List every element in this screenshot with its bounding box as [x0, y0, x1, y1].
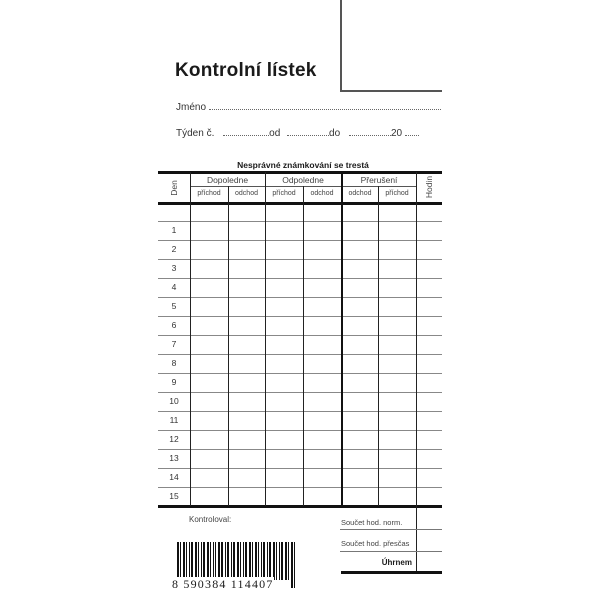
from-dotted-line [287, 127, 329, 136]
table-cell[interactable] [304, 222, 341, 240]
barcode-bar [213, 542, 214, 580]
barcode-bar [269, 542, 271, 580]
table-cell[interactable] [417, 298, 442, 316]
table-cell[interactable] [343, 450, 378, 468]
table-cell[interactable] [191, 374, 228, 392]
table-cell[interactable] [304, 488, 341, 506]
table-cell[interactable] [343, 317, 378, 335]
table-cell[interactable] [379, 488, 416, 506]
corner-box-vertical-line [340, 0, 342, 92]
barcode-bar [203, 542, 205, 580]
table-cell[interactable] [379, 355, 416, 373]
table-cell[interactable] [417, 336, 442, 354]
table-cell[interactable] [343, 393, 378, 411]
table-cell[interactable] [304, 260, 341, 278]
barcode-bar [245, 542, 247, 580]
day-number: 15 [169, 491, 179, 501]
dopoledne-odchod-header: odchod [235, 190, 258, 197]
dopoledne-header: Dopoledne [206, 175, 249, 185]
table-cell[interactable] [379, 279, 416, 297]
to-dotted-line [349, 127, 391, 136]
form-title: Kontrolní lístek [175, 60, 317, 81]
table-cell[interactable] [191, 393, 228, 411]
table-cell[interactable] [266, 317, 303, 335]
from-label: od [269, 128, 281, 139]
barcode-bar [218, 542, 220, 580]
name-field[interactable] [176, 101, 441, 113]
barcode-bar [186, 542, 187, 580]
table-cell[interactable] [379, 469, 416, 487]
table-cell[interactable] [191, 260, 228, 278]
table-cell[interactable] [304, 336, 341, 354]
table-cell[interactable] [191, 450, 228, 468]
barcode-bar [210, 542, 211, 580]
odpoledne-odchod-header: odchod [310, 190, 334, 197]
dopoledne-prichod-header: příchod [197, 190, 221, 197]
day-number: 4 [171, 282, 177, 292]
corner-box-horizontal-line [340, 90, 442, 92]
barcode-bar [258, 542, 259, 580]
barcode-bar [191, 542, 193, 580]
barcode-bar [261, 542, 262, 580]
name-label: Jméno [176, 102, 207, 113]
table-cell[interactable] [379, 431, 416, 449]
table-cell[interactable] [417, 374, 442, 392]
table-cell[interactable] [304, 374, 341, 392]
table-cell[interactable] [229, 374, 265, 392]
table-cell[interactable] [191, 279, 228, 297]
barcode-bar [263, 542, 265, 580]
table-cell[interactable] [417, 355, 442, 373]
table-cell[interactable] [379, 450, 416, 468]
table-cell[interactable] [417, 317, 442, 335]
barcode-bar [291, 542, 293, 588]
table-cell[interactable] [229, 241, 265, 259]
table-cell[interactable] [229, 355, 265, 373]
table-cell[interactable] [191, 431, 228, 449]
day-number: 5 [171, 301, 177, 311]
sum-overtime-line [340, 551, 442, 552]
table-cell[interactable] [266, 279, 303, 297]
table-cell[interactable] [343, 412, 378, 430]
barcode-bar [285, 542, 287, 580]
table-cell[interactable] [229, 317, 265, 335]
table-cell[interactable] [229, 336, 265, 354]
barcode-bar [201, 542, 202, 580]
table-cell[interactable] [266, 450, 303, 468]
day-number: 13 [169, 453, 179, 463]
table-cell[interactable] [266, 488, 303, 506]
barcode-bar [198, 542, 199, 580]
table-cell[interactable] [417, 469, 442, 487]
table-cell[interactable] [304, 279, 341, 297]
table-cell[interactable] [379, 298, 416, 316]
barcode-bar [215, 542, 216, 580]
table-cell[interactable] [379, 336, 416, 354]
table-cell[interactable] [229, 488, 265, 506]
table-cell[interactable] [417, 241, 442, 259]
table-cell[interactable] [266, 260, 303, 278]
day-number: 8 [171, 358, 177, 368]
barcode-bar [221, 542, 223, 580]
table-cell[interactable] [343, 279, 378, 297]
barcode-bar [249, 542, 251, 580]
table-cell[interactable] [266, 336, 303, 354]
barcode-bar [243, 542, 244, 580]
barcode-bar [276, 542, 277, 580]
table-cell[interactable] [343, 374, 378, 392]
table-cell[interactable] [191, 488, 228, 506]
table-cell[interactable] [266, 412, 303, 430]
table-cell[interactable] [191, 355, 228, 373]
odpoledne-prichod-header: příchod [272, 190, 296, 197]
prerušeni-odchod-header: odchod [348, 190, 372, 197]
table-cell[interactable] [304, 412, 341, 430]
day-number: 3 [171, 263, 177, 273]
table-cell[interactable] [191, 241, 228, 259]
table-cell[interactable] [229, 260, 265, 278]
table-cell[interactable] [379, 412, 416, 430]
table-caption: Nesprávné známkování se trestá [237, 160, 369, 170]
sum-normal-label: Součet hod. norm. [341, 518, 403, 527]
prerušeni-header: Přerušení [360, 175, 398, 185]
barcode-bar [231, 542, 232, 580]
day-number: 9 [171, 377, 177, 387]
prerušeni-prichod-header: příchod [385, 190, 409, 197]
table-cell[interactable] [343, 298, 378, 316]
table-cell[interactable] [417, 222, 442, 240]
table-cell[interactable] [417, 260, 442, 278]
total-label: Úhrnem [381, 558, 412, 567]
table-cell[interactable] [343, 355, 378, 373]
hodin-header-cell [416, 172, 442, 202]
week-number-dotted-line [223, 127, 269, 136]
day-number: 11 [169, 415, 179, 425]
day-number: 14 [169, 472, 179, 482]
day-number: 2 [171, 244, 177, 254]
table-cell[interactable] [191, 222, 228, 240]
table-cell[interactable] [266, 469, 303, 487]
table-cell[interactable] [191, 469, 228, 487]
table-cell[interactable] [304, 317, 341, 335]
table-cell[interactable] [343, 469, 378, 487]
barcode-bar [207, 542, 209, 580]
table-cell[interactable] [266, 393, 303, 411]
table-cell[interactable] [266, 298, 303, 316]
barcode-bar [227, 542, 229, 580]
barcode-bar [225, 542, 226, 580]
table-cell[interactable] [304, 431, 341, 449]
year-dotted-line [405, 127, 419, 136]
table-cell[interactable] [266, 431, 303, 449]
den-header: Den [169, 179, 179, 196]
table-cell[interactable] [229, 222, 265, 240]
week-label: Týden č. [176, 128, 215, 139]
table-cell[interactable] [229, 298, 265, 316]
table-cell[interactable] [229, 469, 265, 487]
table-cell[interactable] [191, 412, 228, 430]
barcode-bar [288, 542, 289, 580]
to-label: do [329, 128, 341, 139]
barcode-number: 8 590384 114407 [172, 577, 274, 591]
barcode-bar [252, 542, 253, 580]
table-cell[interactable] [229, 393, 265, 411]
table-cell[interactable] [379, 260, 416, 278]
table-cell[interactable] [343, 336, 378, 354]
barcode-bar [255, 542, 257, 580]
checked-by-label: Kontroloval: [189, 515, 232, 524]
table-cell[interactable] [417, 279, 442, 297]
table-cell[interactable] [191, 317, 228, 335]
barcode-bar [183, 542, 185, 580]
day-number: 6 [171, 320, 177, 330]
barcode-bar [233, 542, 235, 580]
table-cell[interactable] [191, 336, 228, 354]
table-top-border [158, 171, 442, 174]
table-cell[interactable] [343, 488, 378, 506]
table-cell[interactable] [229, 431, 265, 449]
table-cell[interactable] [304, 450, 341, 468]
total-line [341, 571, 442, 574]
table-cell[interactable] [379, 393, 416, 411]
hodin-header: Hodin [424, 175, 434, 199]
table-cell[interactable] [379, 317, 416, 335]
odpoledne-header: Odpoledne [282, 175, 324, 185]
table-cell[interactable] [229, 279, 265, 297]
sum-overtime-label: Součet hod. přesčas [341, 539, 410, 548]
table-cell[interactable] [304, 298, 341, 316]
header-bottom-border [158, 202, 442, 205]
table-cell[interactable] [379, 241, 416, 259]
day-number: 1 [171, 225, 177, 235]
barcode-bar [189, 542, 190, 580]
table-cell[interactable] [417, 431, 442, 449]
table-cell[interactable] [304, 355, 341, 373]
table-cell[interactable] [229, 412, 265, 430]
barcode-bar [279, 542, 280, 580]
day-number: 7 [171, 339, 177, 349]
table-cell[interactable] [266, 241, 303, 259]
table-cell[interactable] [417, 488, 442, 506]
name-dotted-line [209, 101, 441, 110]
barcode-bar [294, 542, 295, 588]
den-header-cell [158, 173, 190, 202]
table-cell[interactable] [343, 260, 378, 278]
sum-normal-line [340, 529, 442, 530]
year-prefix: 20 [390, 128, 403, 139]
table-cell[interactable] [304, 393, 341, 411]
table-cell[interactable] [379, 222, 416, 240]
table-cell[interactable] [266, 374, 303, 392]
table-cell[interactable] [343, 431, 378, 449]
barcode-bar [273, 542, 275, 580]
table-cell[interactable] [191, 298, 228, 316]
table-cell[interactable] [266, 355, 303, 373]
table-cell[interactable] [343, 222, 378, 240]
barcode-bar [267, 542, 268, 580]
table-cell[interactable] [304, 469, 341, 487]
table-cell[interactable] [417, 393, 442, 411]
table-cell[interactable] [379, 374, 416, 392]
day-number: 12 [169, 434, 179, 444]
table-cell[interactable] [229, 450, 265, 468]
day-number: 10 [169, 396, 179, 406]
barcode-bar [281, 542, 283, 580]
table-cell[interactable] [266, 222, 303, 240]
table-cell[interactable] [304, 241, 341, 259]
week-field[interactable] [176, 127, 419, 139]
table-cell[interactable] [417, 412, 442, 430]
table-cell[interactable] [417, 450, 442, 468]
barcode-bar [195, 542, 197, 580]
table-cell[interactable] [343, 241, 378, 259]
